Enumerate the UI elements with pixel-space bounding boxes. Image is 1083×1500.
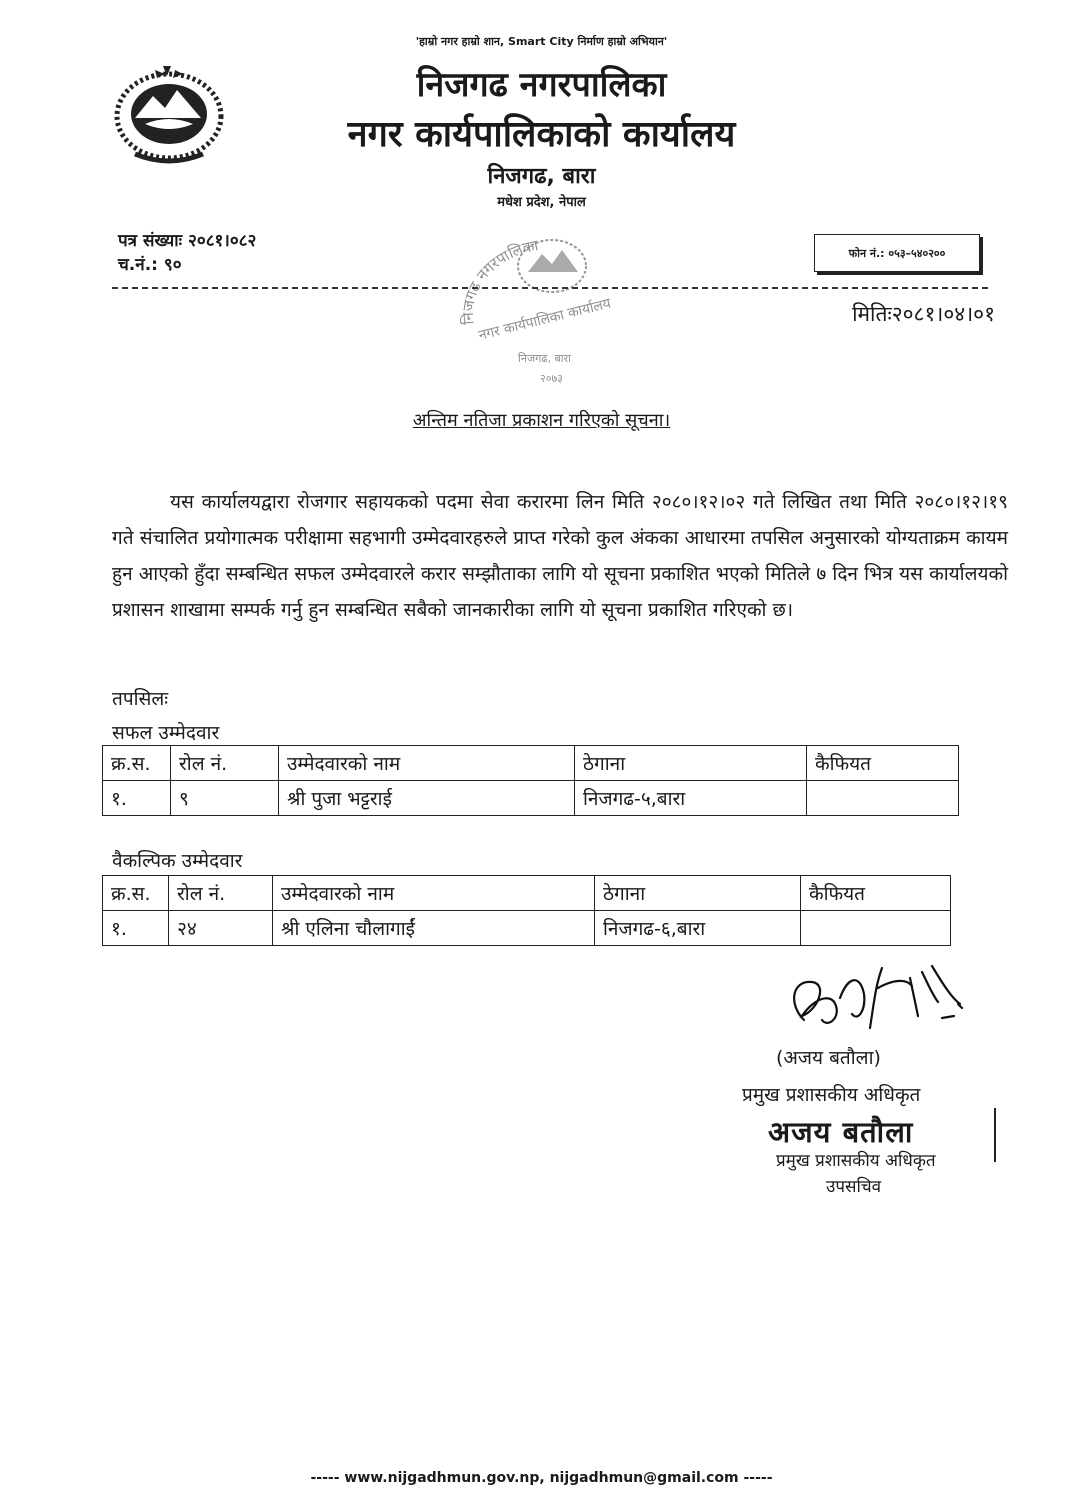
tagline: 'हाम्रो नगर हाम्रो शान, Smart City निर्माण हाम्रो अभियान' [415,35,668,48]
table-row [103,781,959,816]
seal-text-place: निजगढ, बारा [518,352,571,365]
stamp-rank: उपसचिव [826,1177,882,1197]
stamp-border [994,1108,996,1162]
stamp-name: अजय बतौला [768,1115,914,1149]
col-address: ठेगाना [575,746,807,781]
office-name: नगर कार्यपालिकाको कार्यालय [347,114,736,155]
col-remarks: कैफियत [807,746,959,781]
subject-line [0,408,1083,432]
cell-serial: १. [103,911,169,946]
cell-address: निजगढ-६,बारा [595,911,801,946]
col-roll: रोल नं. [171,746,279,781]
issue-date: मितिः२०८१।०४।०१ [852,302,995,326]
cell-remarks [807,781,959,816]
handwritten-signature [782,958,972,1048]
signatory-designation: प्रमुख प्रशासकीय अधिकृत [742,1084,921,1106]
details-label: तपसिलः [112,688,169,710]
footer-contact: ----- www.nijgadhmun.gov.np, nijgadhmun@gmail.com ----- [310,1470,773,1486]
office-seal [450,232,650,392]
phone-number: फोन नं.: ०५३–५४०२०० [848,246,946,260]
table-header-row [103,746,959,781]
col-remarks: कैफियत [801,876,951,911]
successful-candidates-table [102,745,959,816]
table-row [103,911,951,946]
stamp-designation: प्रमुख प्रशासकीय अधिकृत [776,1151,936,1171]
cell-remarks [801,911,951,946]
cell-serial: १. [103,781,171,816]
table-header-row [103,876,951,911]
seal-text-outer: निजगढ नगरपालिका [458,236,540,326]
successful-candidates-title: सफल उम्मेदवार [112,722,220,744]
col-address: ठेगाना [595,876,801,911]
subject-text: अन्तिम नतिजा प्रकाशन गरिएको सूचना। [412,410,671,431]
cell-roll: ९ [171,781,279,816]
col-name: उम्मेदवारको नाम [273,876,595,911]
location: निजगढ, बारा [487,164,596,189]
col-serial: क्र.स. [103,746,171,781]
phone-box [814,234,980,272]
notice-body: यस कार्यालयद्वारा रोजगार सहायकको पदमा सेवा करारमा लिन मिति २०८०।१२।०२ गते लिखित तथा मिति २०८०।१२।१९ गते संचालित प्रयोगात्मक परीक्षामा सहभागी उम्मेदवारहरुले प्राप्त गरेको कुल अंकका आधारमा तपसिल अनुसारको योग्यताक्रम कायम हुन आएको हुँदा सम्बन्धित सफल उम्मेदवारले करार सम्झौताका लागि यो सूचना प्रकाशित भएको मितिले ७ दिन भित्र यस कार्यालयको प्रशासन शाखामा सम्पर्क गर्नु हुन सम्बन्धित सबैको जानकारीका लागि यो सूचना प्रकाशित गरिएको छ। [112,491,1008,621]
seal-text-inner: नगर कार्यपालिका कार्यालय [477,295,613,344]
col-serial: क्र.स. [103,876,169,911]
cell-address: निजगढ-५,बारा [575,781,807,816]
cell-roll: २४ [169,911,273,946]
province: मधेश प्रदेश, नेपाल [497,195,586,210]
cell-name: श्री पुजा भट्टराई [279,781,575,816]
dispatch-number: च.नं.: ९० [118,255,182,275]
alternate-candidates-table [102,875,951,946]
seal-text-year: २०७३ [540,372,563,385]
cell-name: श्री एलिना चौलागाईं [273,911,595,946]
col-name: उम्मेदवारको नाम [279,746,575,781]
letter-number: पत्र संख्याः २०८१।०८२ [118,231,257,251]
org-name: निजगढ नगरपालिका [416,65,667,105]
svg-text:निजगढ नगरपालिका [459,236,541,325]
alternate-candidates-title: वैकल्पिक उम्मेदवार [112,850,243,872]
signatory-name: (अजय बतौला) [776,1047,881,1069]
col-roll: रोल नं. [169,876,273,911]
